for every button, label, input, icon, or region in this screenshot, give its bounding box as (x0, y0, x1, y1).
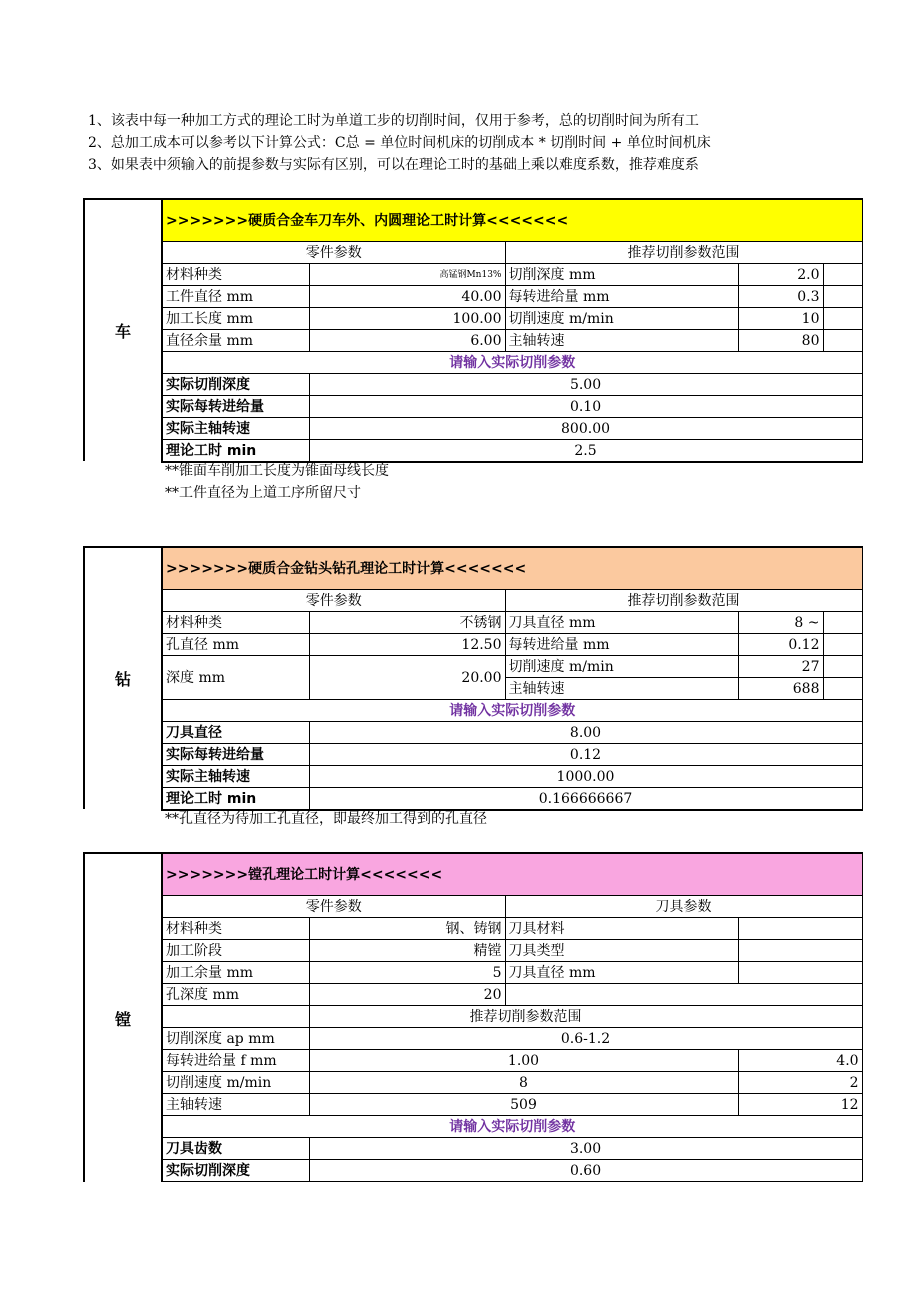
value-cell: 0.12 (738, 634, 823, 656)
recommend-header: 推荐切削参数范围 (309, 1006, 862, 1028)
input-prompt: 请输入实际切削参数 (162, 700, 862, 722)
turning-side-label: 车 (83, 198, 161, 461)
drilling-block (83, 546, 827, 809)
label-cell: 实际主轴转速 (162, 418, 309, 440)
footnote: **孔直径为待加工孔直径，即最终加工得到的孔直径 (165, 811, 487, 827)
value-cell[interactable]: 钢、铸钢 (309, 918, 505, 940)
value-cell: 1.00 (309, 1050, 738, 1072)
label-cell: 刀具直径 (162, 722, 309, 744)
boring-block (83, 852, 859, 1182)
part-params-header: 零件参数 (162, 896, 505, 918)
turning-table (161, 198, 863, 463)
value-cell-max: 2 (738, 1072, 862, 1094)
value-cell-max: 4.0 (738, 1050, 862, 1072)
label-cell: 切削速度 m/min (505, 656, 738, 678)
turning-footnotes (165, 460, 389, 504)
label-cell: 每转进给量 f mm (162, 1050, 309, 1072)
input-prompt: 请输入实际切削参数 (162, 1116, 862, 1138)
label-cell: 主轴转速 (162, 1094, 309, 1116)
drilling-footnotes (165, 808, 487, 830)
value-cell[interactable]: 12.50 (309, 634, 505, 656)
label-cell: 刀具直径 mm (505, 962, 738, 984)
value-cell: 0.3 (738, 286, 823, 308)
input-prompt: 请输入实际切削参数 (162, 352, 862, 374)
label-cell: 深度 mm (162, 656, 309, 700)
value-cell[interactable]: 3.00 (309, 1138, 862, 1160)
instructions-notes (88, 110, 828, 176)
value-cell: 10 (738, 308, 823, 330)
drilling-title: >>>>>>>硬质合金钻头钻孔理论工时计算<<<<<<< (162, 547, 862, 590)
value-cell: 8 ~ (738, 612, 823, 634)
label-cell: 切削深度 ap mm (162, 1028, 309, 1050)
part-params-header: 零件参数 (162, 242, 505, 264)
label-cell: 实际切削深度 (162, 1160, 309, 1182)
recommend-header: 推荐切削参数范围 (505, 242, 862, 264)
label-cell: 刀具齿数 (162, 1138, 309, 1160)
value-cell[interactable] (738, 962, 862, 984)
turning-block (83, 198, 827, 461)
value-cell[interactable]: 1000.00 (309, 766, 862, 788)
value-cell[interactable]: 0.12 (309, 744, 862, 766)
label-cell: 孔深度 mm (162, 984, 309, 1006)
value-cell[interactable]: 100.00 (309, 308, 505, 330)
value-cell[interactable]: 8.00 (309, 722, 862, 744)
label-cell: 刀具直径 mm (505, 612, 738, 634)
value-cell: 2.0 (738, 264, 823, 286)
label-cell: 直径余量 mm (162, 330, 309, 352)
value-cell[interactable]: 高锰钢Mn13% (309, 264, 505, 286)
label-cell: 每转进给量 mm (505, 634, 738, 656)
value-cell[interactable]: 5 (309, 962, 505, 984)
value-cell[interactable]: 800.00 (309, 418, 862, 440)
label-cell: 材料种类 (162, 264, 309, 286)
drilling-side-label: 钻 (83, 546, 161, 809)
label-cell: 实际主轴转速 (162, 766, 309, 788)
tool-params-header: 刀具参数 (505, 896, 862, 918)
label-cell: 工件直径 mm (162, 286, 309, 308)
note-line-2: 2、总加工成本可以参考以下计算公式：C总 = 单位时间机床的切削成本 * 切削时间 + 单位时间机床 (88, 135, 711, 151)
value-cell: 8 (309, 1072, 738, 1094)
label-cell: 材料种类 (162, 918, 309, 940)
label-cell: 加工长度 mm (162, 308, 309, 330)
label-cell: 材料种类 (162, 612, 309, 634)
value-cell[interactable]: 20.00 (309, 656, 505, 700)
label-cell: 加工阶段 (162, 940, 309, 962)
label-cell: 每转进给量 mm (505, 286, 738, 308)
value-cell: 80 (738, 330, 823, 352)
value-cell-max: 12 (738, 1094, 862, 1116)
label-cell: 主轴转速 (505, 678, 738, 700)
value-cell[interactable]: 40.00 (309, 286, 505, 308)
value-cell[interactable]: 不锈钢 (309, 612, 505, 634)
value-cell[interactable] (738, 918, 862, 940)
value-cell[interactable]: 精镗 (309, 940, 505, 962)
value-cell: 688 (738, 678, 823, 700)
turning-title: >>>>>>>硬质合金车刀车外、内圆理论工时计算<<<<<<< (162, 199, 862, 242)
result-value: 2.5 (309, 440, 862, 463)
value-cell[interactable] (738, 940, 862, 962)
value-cell: 27 (738, 656, 823, 678)
recommend-header: 推荐切削参数范围 (505, 590, 862, 612)
result-label: 理论工时 min (162, 440, 309, 463)
label-cell: 切削深度 mm (505, 264, 738, 286)
label-cell: 切削速度 m/min (505, 308, 738, 330)
drilling-table (161, 546, 863, 811)
boring-title: >>>>>>>镗孔理论工时计算<<<<<<< (162, 853, 862, 896)
note-line-1: 1、该表中每一种加工方式的理论工时为单道工步的切削时间，仅用于参考，总的切削时间为所有工 (88, 113, 699, 129)
label-cell: 实际切削深度 (162, 374, 309, 396)
value-cell[interactable]: 6.00 (309, 330, 505, 352)
label-cell: 切削速度 m/min (162, 1072, 309, 1094)
label-cell: 实际每转进给量 (162, 744, 309, 766)
label-cell: 刀具材料 (505, 918, 738, 940)
boring-side-label: 镗 (83, 852, 161, 1182)
label-cell: 主轴转速 (505, 330, 738, 352)
footnote: **工件直径为上道工序所留尺寸 (165, 485, 361, 501)
result-value: 0.166666667 (309, 788, 862, 811)
boring-table (161, 852, 863, 1182)
note-line-3: 3、如果表中须输入的前提参数与实际有区别，可以在理论工时的基础上乘以难度系数，推荐难度系 (88, 157, 699, 173)
value-cell[interactable]: 0.10 (309, 396, 862, 418)
label-cell: 实际每转进给量 (162, 396, 309, 418)
label-cell: 孔直径 mm (162, 634, 309, 656)
part-params-header: 零件参数 (162, 590, 505, 612)
value-cell: 509 (309, 1094, 738, 1116)
label-cell: 加工余量 mm (162, 962, 309, 984)
empty-cell (505, 984, 862, 1006)
footnote: **锥面车削加工长度为锥面母线长度 (165, 463, 389, 479)
value-cell[interactable]: 20 (309, 984, 505, 1006)
value-cell: 0.6-1.2 (309, 1028, 862, 1050)
value-cell[interactable]: 0.60 (309, 1160, 862, 1182)
result-label: 理论工时 min (162, 788, 309, 811)
label-cell: 刀具类型 (505, 940, 738, 962)
value-cell[interactable]: 5.00 (309, 374, 862, 396)
